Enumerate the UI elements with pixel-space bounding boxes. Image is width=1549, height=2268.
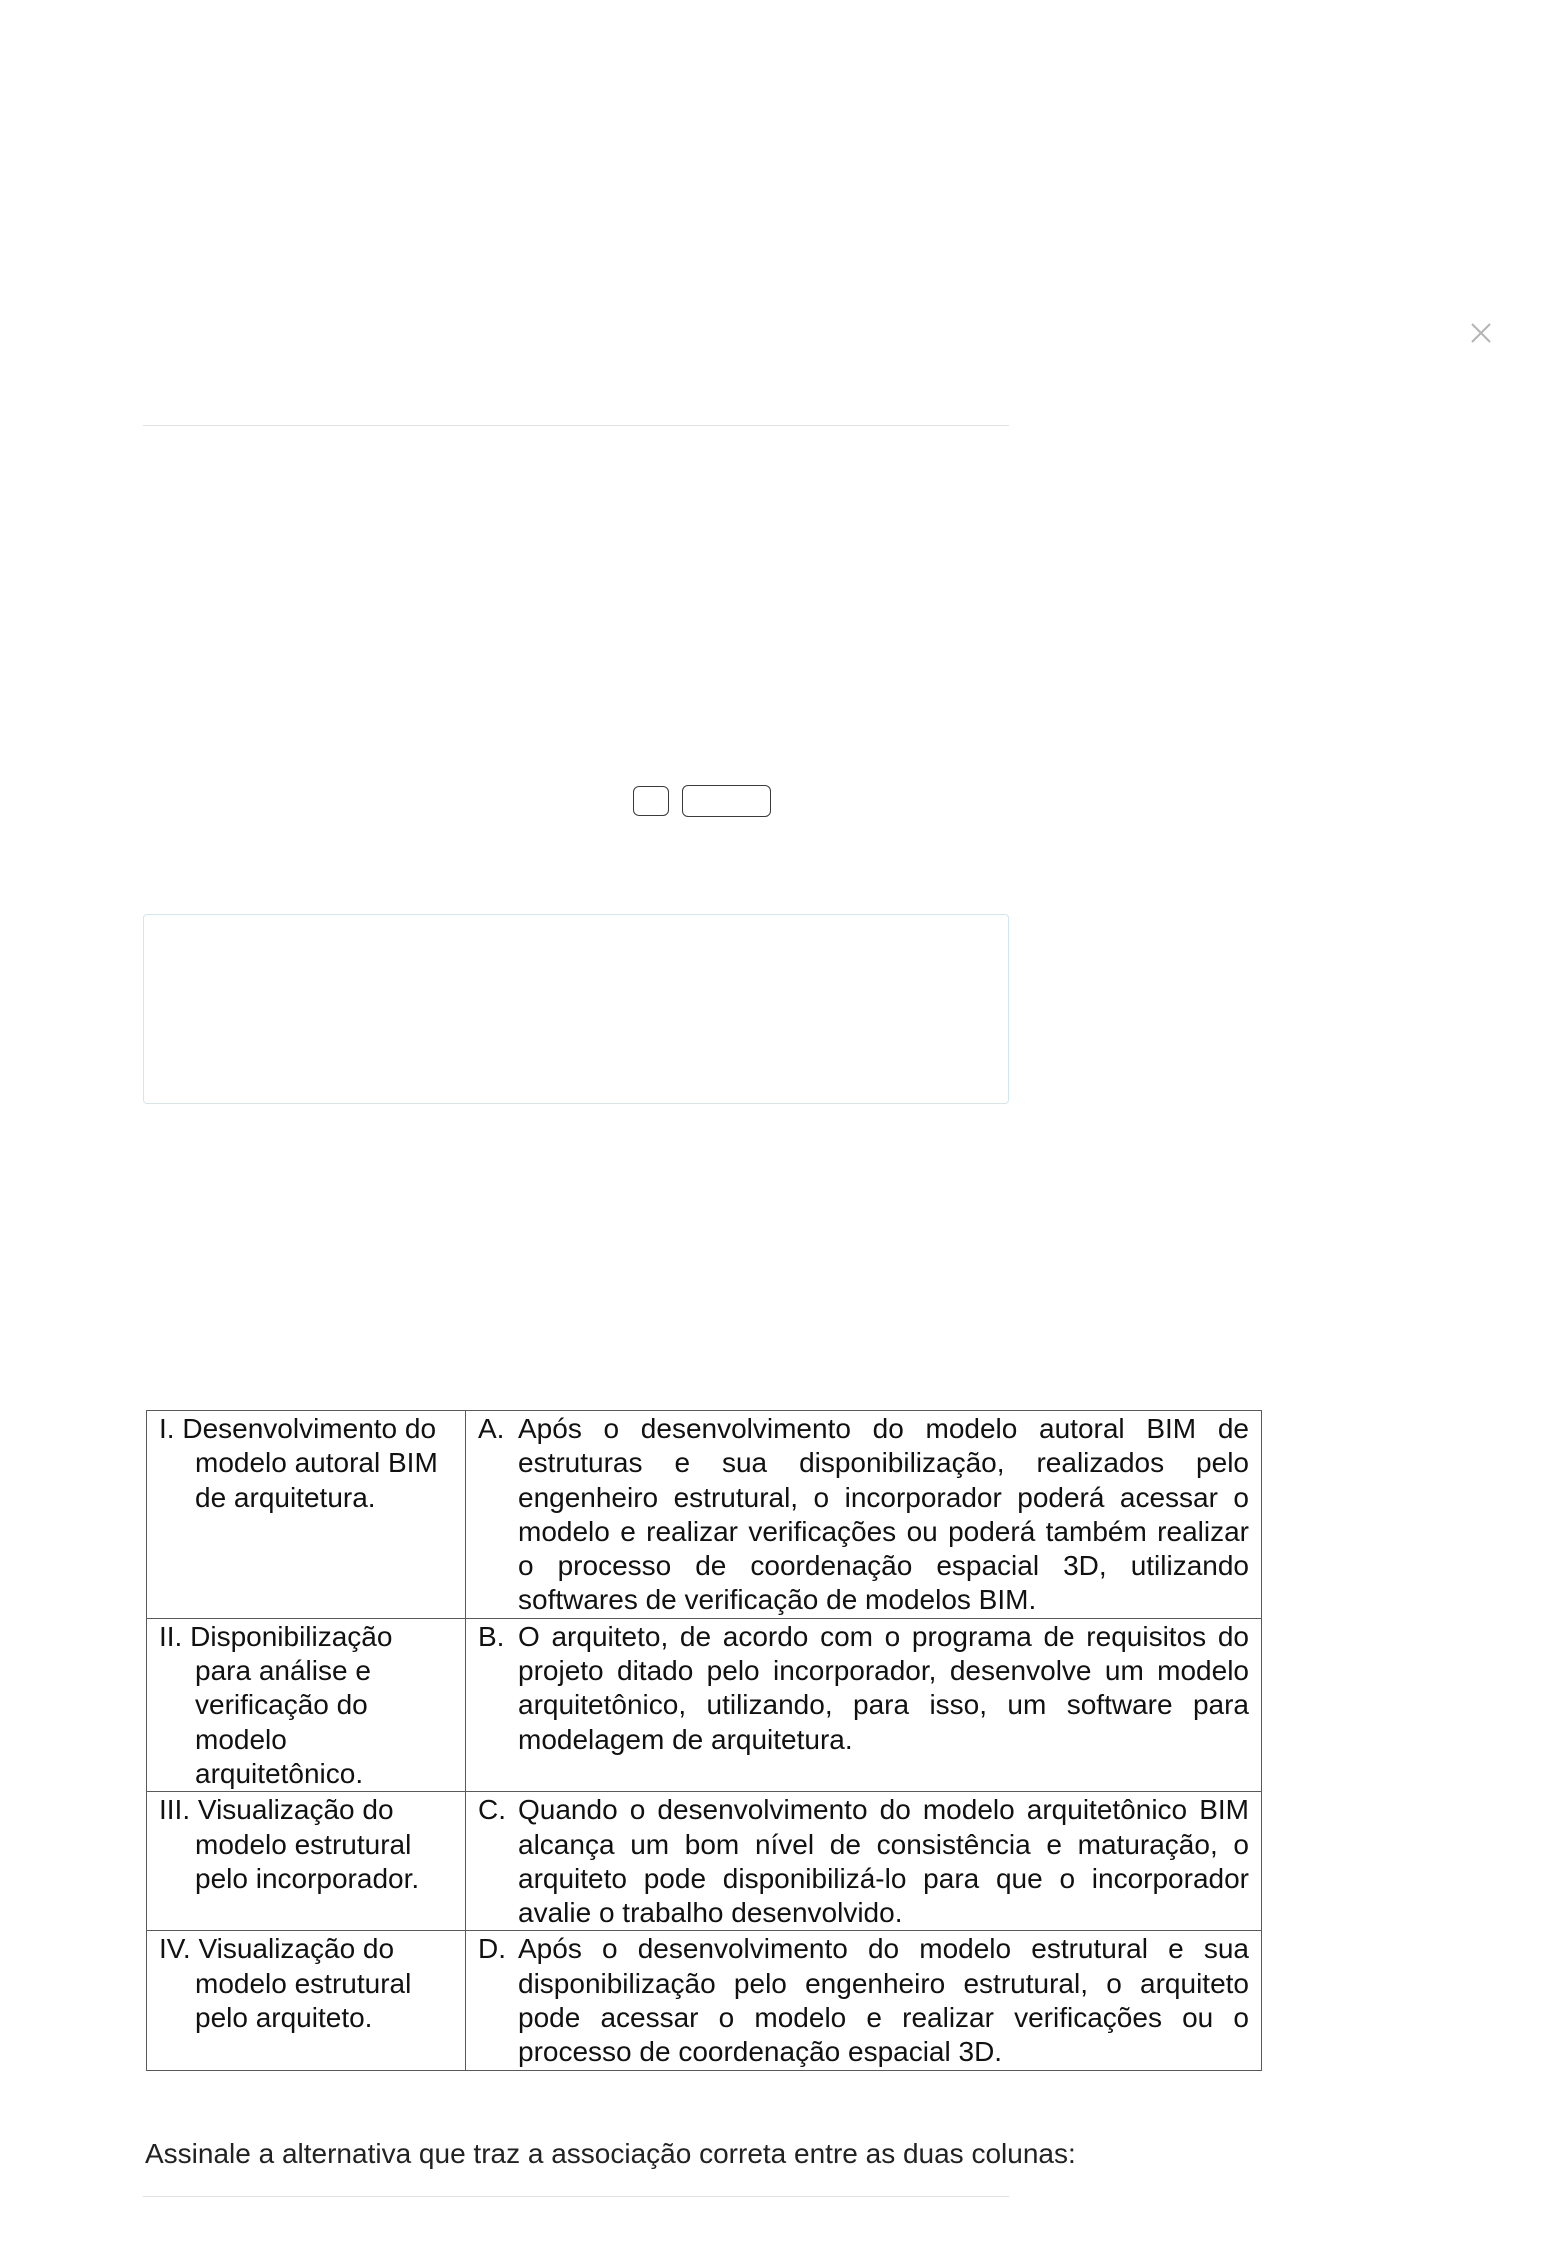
- left-item-text: Desenvolvimento do modelo autoral BIM de arquitetura.: [182, 1413, 438, 1513]
- header-divider: [143, 425, 1009, 426]
- right-column-item: [478, 1412, 1249, 1618]
- right-column-item: [478, 1620, 1249, 1757]
- left-column-item: [159, 1412, 453, 1515]
- close-button[interactable]: [1466, 318, 1496, 348]
- left-column-cell: [147, 1792, 466, 1931]
- left-column-item: [159, 1932, 453, 2035]
- right-column-cell: [466, 1792, 1262, 1931]
- left-item-marker: IV.: [159, 1933, 191, 1965]
- left-item-text: Visualização do modelo estrutural pelo arquiteto.: [195, 1933, 412, 2034]
- close-icon: [1470, 322, 1492, 344]
- right-item-marker: D.: [478, 1933, 506, 1965]
- right-item-text: O arquiteto, de acordo com o programa de requisitos do projeto ditado pelo incorporador, desenvolve um modelo arquitetônico, utilizando, para isso, um software para modelagem de arquitetura.: [518, 1620, 1249, 1755]
- right-column-item: [478, 1932, 1249, 2069]
- rounded-rect-button[interactable]: [682, 785, 771, 817]
- checkbox-square-button[interactable]: [633, 786, 669, 816]
- table-row: [147, 1618, 1262, 1791]
- right-item-text: Após o desenvolvimento do modelo estrutural e sua disponibilização pelo engenheiro estrutural, o arquiteto pode acessar o modelo e realizar verificações ou o processo de coordenação espacial 3D.: [518, 1933, 1249, 2068]
- left-column-cell: [147, 1411, 466, 1619]
- right-column-item: [478, 1793, 1249, 1930]
- right-column-cell: [466, 1931, 1262, 2070]
- right-column-cell: [466, 1411, 1262, 1619]
- association-table: [146, 1410, 1262, 2071]
- right-column-cell: [466, 1618, 1262, 1791]
- left-column-cell: [147, 1618, 466, 1791]
- table-row: [147, 1411, 1262, 1619]
- footer-divider: [143, 2196, 1009, 2197]
- right-item-text: Quando o desenvolvimento do modelo arquitetônico BIM alcança um bom nível de consistência e maturação, o arquiteto pode disponibilizá-lo para que o incorporador avalie o trabalho desenvolvido.: [518, 1794, 1249, 1929]
- left-item-text: Disponibilização para análise e verificação do modelo arquitetônico.: [190, 1620, 393, 1789]
- left-item-marker: III.: [159, 1794, 191, 1826]
- right-item-marker: A.: [478, 1413, 505, 1444]
- right-item-text: Após o desenvolvimento do modelo autoral BIM de estruturas e sua disponibilização, realizados pelo engenheiro estrutural, o incorporador poderá acessar o modelo e realizar verificações ou poderá também realizar o processo de coordenação espacial 3D, utilizando softwares de verificação de modelos BIM.: [518, 1413, 1249, 1616]
- left-column-item: [159, 1793, 453, 1896]
- question-prompt: Assinale a alternativa que traz a associação correta entre as duas colunas:: [145, 2138, 1076, 2169]
- info-panel: [143, 914, 1009, 1104]
- left-item-marker: II.: [159, 1620, 183, 1652]
- right-item-marker: C.: [478, 1794, 506, 1826]
- left-column-cell: [147, 1931, 466, 2070]
- table-row: [147, 1931, 1262, 2070]
- table-row: [147, 1792, 1262, 1931]
- left-item-marker: I.: [159, 1413, 175, 1444]
- left-item-text: Visualização do modelo estrutural pelo incorporador.: [195, 1794, 420, 1894]
- right-item-marker: B.: [478, 1620, 505, 1652]
- left-column-item: [159, 1620, 453, 1791]
